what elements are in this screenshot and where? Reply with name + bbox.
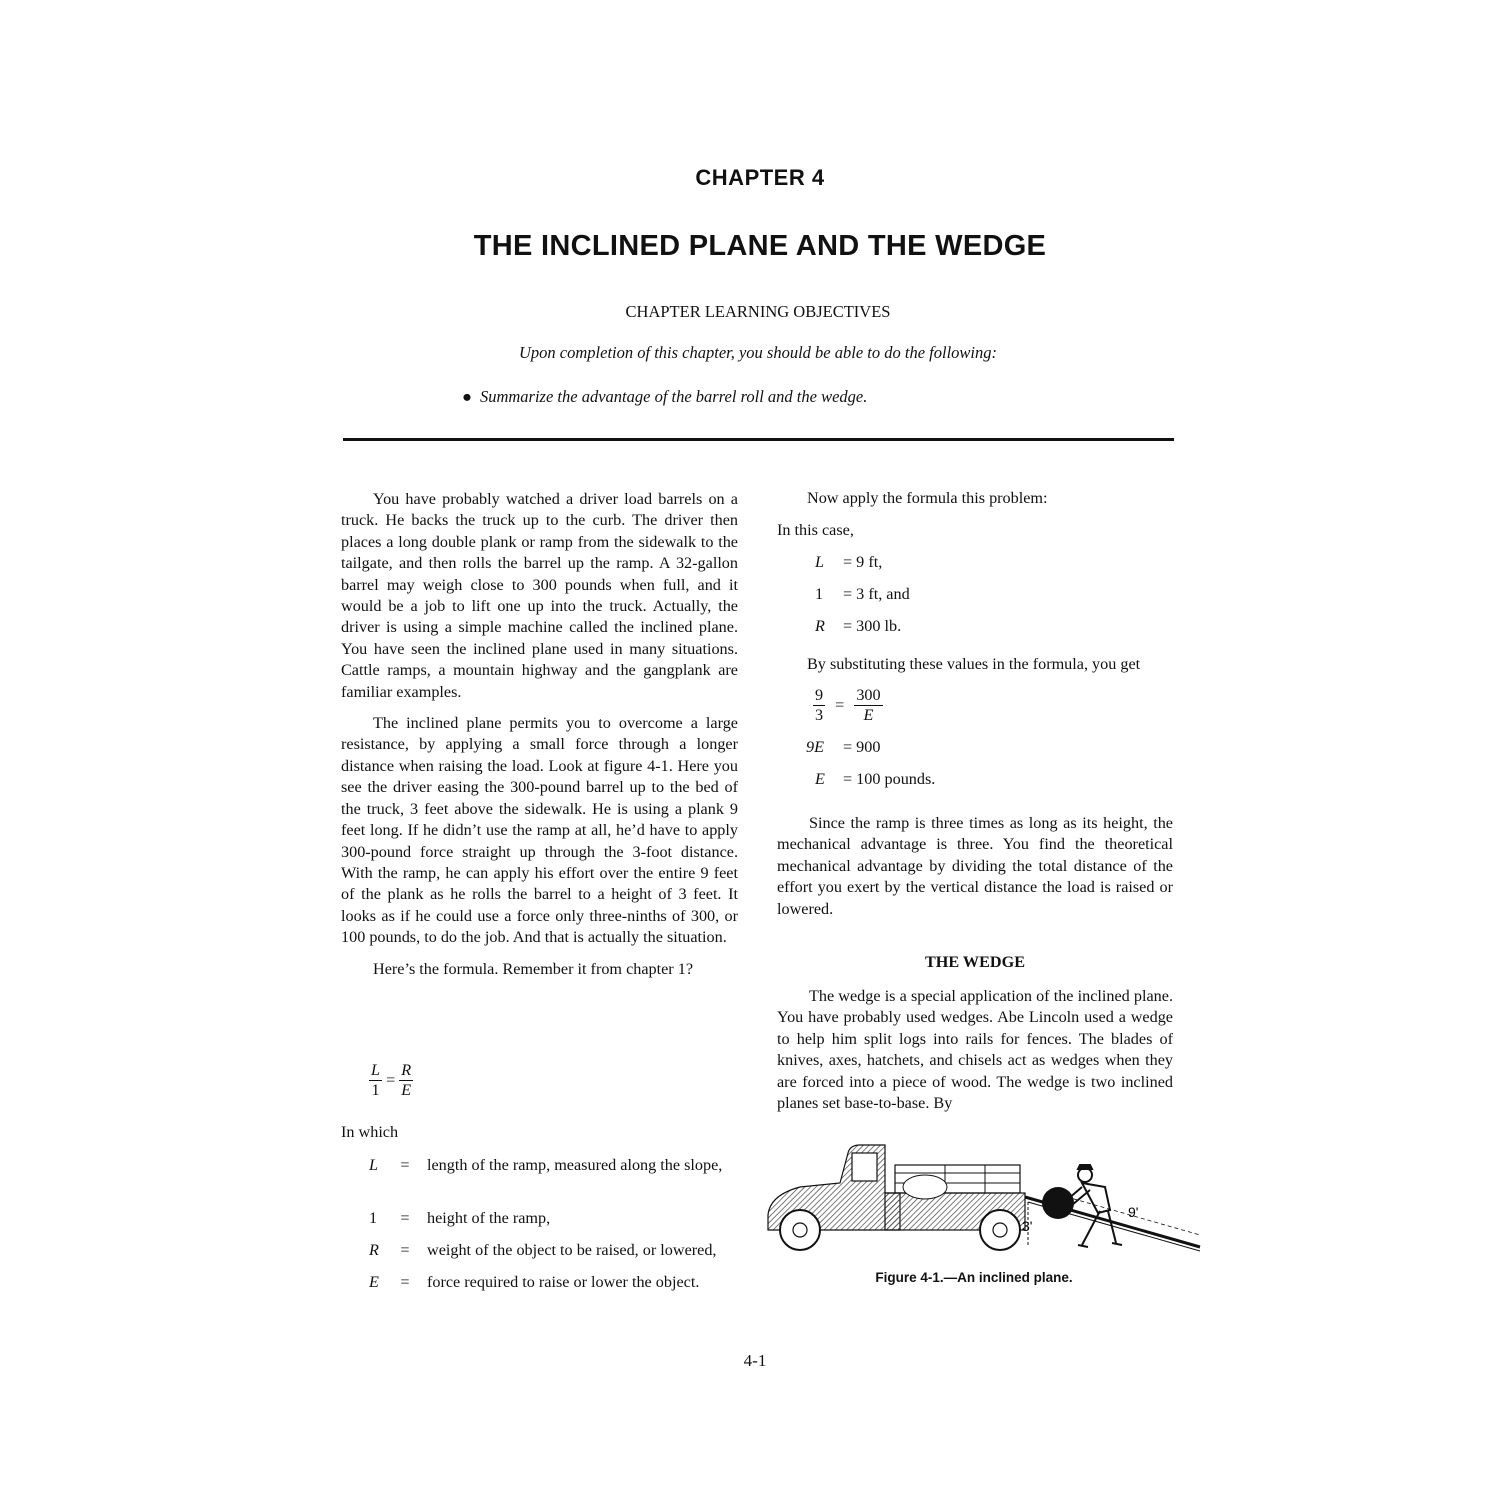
height-label: 3' <box>1022 1218 1033 1234</box>
objective-text: Summarize the advantage of the barrel roll and the wedge. <box>479 387 868 406</box>
barrel <box>1042 1187 1074 1219</box>
equation: 9E = 900 <box>806 738 881 756</box>
value-row: 1 = 3 ft, and <box>815 585 910 603</box>
truck-ramp-figure <box>760 1135 1205 1265</box>
equation-equals: = <box>835 696 845 714</box>
section-heading: THE WEDGE <box>924 953 1025 971</box>
in-which-label: In which <box>341 1123 399 1141</box>
driver-figure <box>1068 1165 1122 1247</box>
formula <box>369 1061 413 1100</box>
formula-right-fraction: $\frac{R}{E}$ <box>401 1061 412 1099</box>
equation <box>813 686 883 725</box>
paragraph: Here’s the formula. Remember it from chapter 1? <box>373 959 694 978</box>
paragraph: The inclined plane permits you to overcome a large resistance, by applying a small force through a longer distance when raising the load. Look at figure 4-1. Here you see the driver easing the 300-pound barrel up to the bed of the truck, 3 feet above the sidewalk. He is using a plank 9 feet long. If he didn’t use the ramp at all, he’d have to apply 300-pound force straight up through the 3-foot distance. With the ramp, he can apply his effort over the entire 9 feet of the plank as he rolls the barrel to a height of 3 feet. It looks as if he could use a force only three-ninths of 300, or 100 pounds, to do the job. And that is actually the situation. <box>341 714 738 947</box>
right-column-text <box>777 986 1173 1114</box>
paragraph: You have probably watched a driver load barrels on a truck. He backs the truck up to the curb. The driver then places a long double plank or ramp from the sidewalk to the tailgate, and then rolls the barrel up the ramp. A 32-gallon barrel may weigh close to 300 pounds when full, and it would be a job to lift one up into the truck. Actually, the driver is using a simple machine called the inclined plane. You have seen the inclined plane used in many situations. Cattle ramps, a mountain highway and the gangplank are familiar examples. <box>341 490 738 701</box>
objectives-heading: CHAPTER LEARNING OBJECTIVES <box>625 302 891 321</box>
value-row: L = 9 ft, <box>815 553 883 571</box>
value-row: R = 300 lb. <box>815 617 902 635</box>
paragraph: Since the ramp is three times as long as its height, the mechanical advantage is three. You find the theoretical mechanical advantage by dividing the total distance of the effort you exert by the vertical distance the load is raised or lowered. <box>777 814 1173 918</box>
figure-caption: Figure 4-1.—An inclined plane. <box>875 1270 1073 1285</box>
formula-left-fraction: $\frac{L}{1}$ <box>371 1061 381 1099</box>
objectives-intro: Upon completion of this chapter, you should be able to do the following: <box>519 343 997 362</box>
paragraph: Now apply the formula this problem: <box>807 489 1048 507</box>
length-label: 9' <box>1128 1204 1139 1220</box>
paragraph: The wedge is a special application of the inclined plane. You have probably used wedges. Abe Lincoln used a wedge to help him split logs into rails for fences. The blades of knives, axes, hatchets, and chisels act as wedges when they are forced into a piece of wood. The wedge is two inclined planes set base-to-base. By <box>777 987 1173 1113</box>
bullet-icon: ● <box>462 387 472 406</box>
cargo-barrel <box>903 1175 947 1199</box>
equation-left-fraction: $\frac{9}{3}$ <box>815 686 824 724</box>
front-wheel <box>780 1210 820 1250</box>
rear-wheel <box>980 1210 1020 1250</box>
header-divider <box>343 438 1174 441</box>
truck-window <box>852 1153 877 1181</box>
equation-right-fraction: $\frac{300}{E}$ <box>856 686 881 724</box>
right-column-text <box>777 813 1173 920</box>
chapter-title: THE INCLINED PLANE AND THE WEDGE <box>473 230 1047 262</box>
page-number: 4-1 <box>743 1351 767 1370</box>
equation: E = 100 pounds. <box>815 770 936 788</box>
chapter-number: CHAPTER 4 <box>695 165 825 190</box>
in-this-case-label: In this case, <box>777 521 854 539</box>
paragraph: By substituting these values in the formula, you get <box>807 655 1141 673</box>
formula-equals: = <box>386 1071 396 1089</box>
left-column <box>341 489 738 980</box>
objective-item <box>462 387 867 407</box>
